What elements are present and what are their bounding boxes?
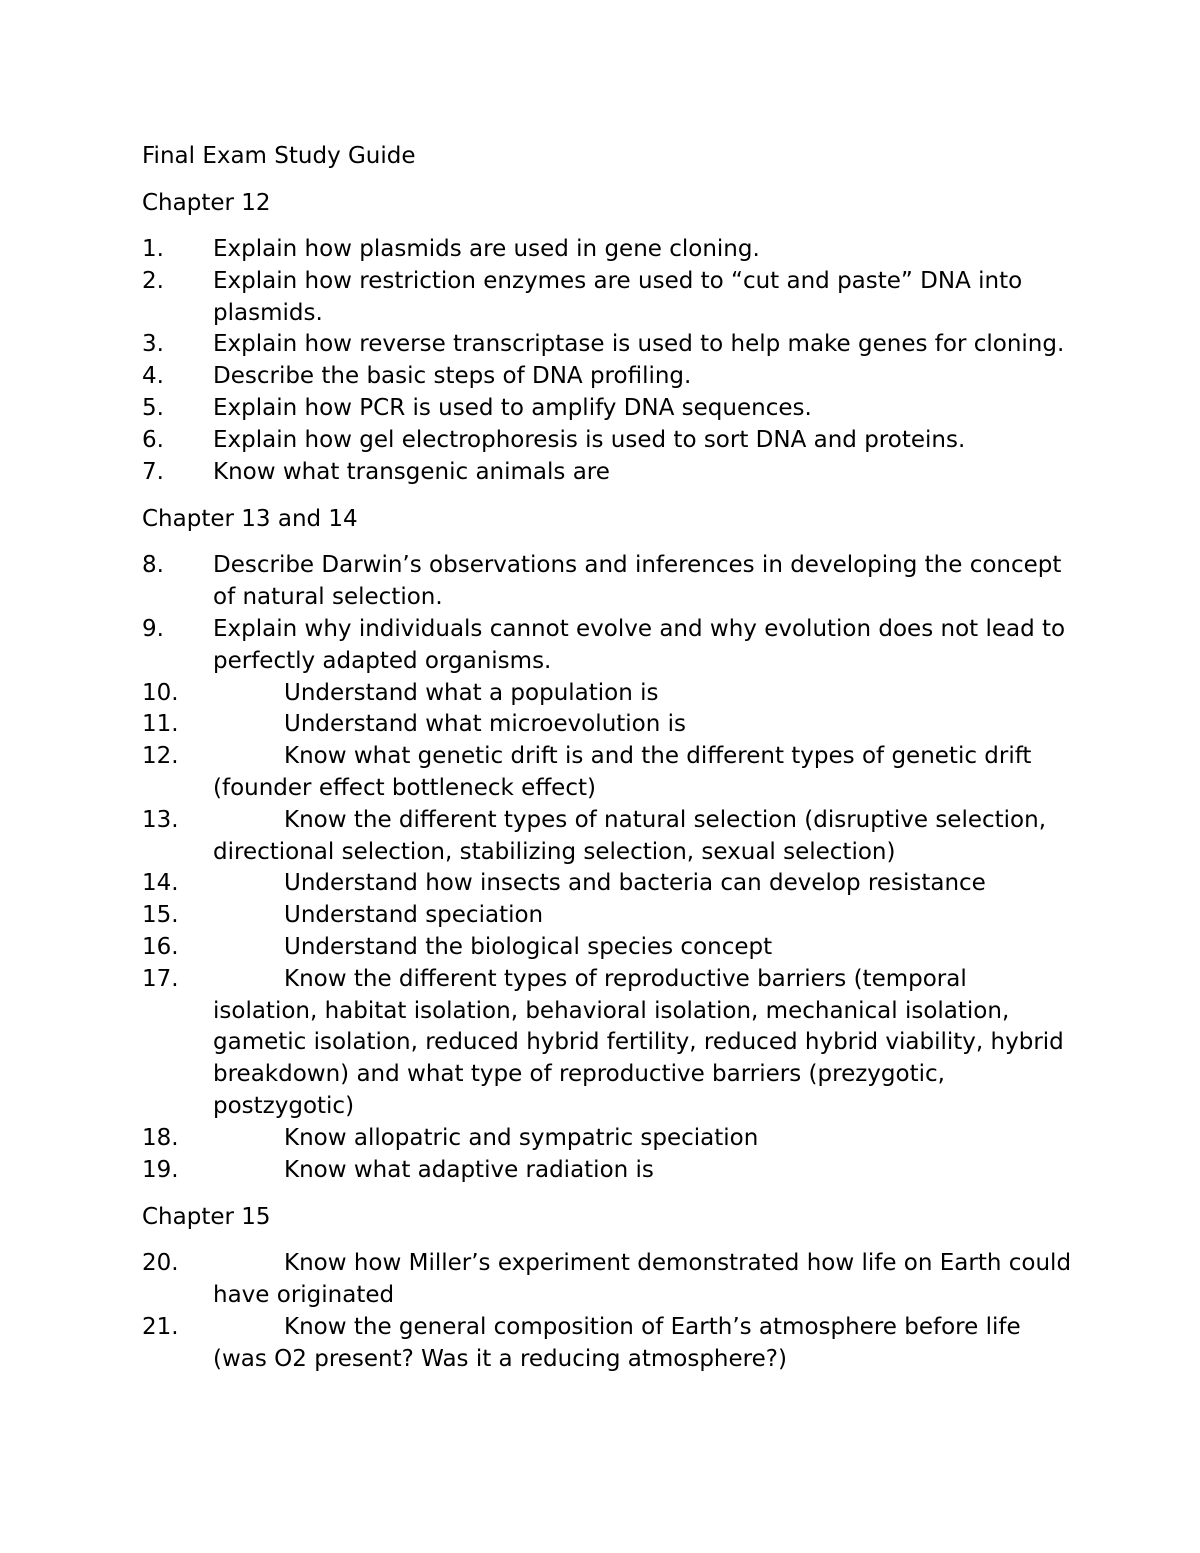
list-item: [142, 900, 1072, 932]
section-chapter-15: [142, 1201, 1072, 1375]
list-item: [142, 741, 1072, 805]
item-text: Explain how PCR is used to amplify DNA sequences.: [213, 394, 812, 421]
item-text: Explain how gel electrophoresis is used to sort DNA and proteins.: [213, 426, 966, 453]
item-number: 21.: [142, 1313, 179, 1340]
item-number: 5.: [142, 394, 164, 421]
item-number: 12.: [142, 743, 179, 770]
item-number: 15.: [142, 902, 179, 929]
section-heading: Chapter 12: [142, 190, 271, 216]
item-number: 10.: [142, 679, 179, 706]
item-text: Understand speciation: [284, 902, 544, 929]
list-item: [142, 964, 1072, 1123]
item-number: 1.: [142, 236, 164, 262]
item-text: Know what genetic drift is and the different types of genetic drift (founder effect bottleneck effect): [213, 743, 1032, 801]
item-number: 6.: [142, 426, 164, 453]
list-item: [142, 1312, 1072, 1376]
item-text: Know the general composition of Earth’s atmosphere before life (was O2 present? Was it a reducing atmosphere?): [213, 1313, 1021, 1372]
item-number: 11.: [142, 711, 179, 738]
item-text: Know how Miller’s experiment demonstrated how life on Earth could have originated: [213, 1250, 1072, 1309]
list-item: [142, 329, 1072, 361]
item-text: Understand what microevolution is: [284, 711, 687, 738]
item-text: Know the different types of reproductive barriers (temporal isolation, habitat isolation, behavioral isolation, mechanical isolation, gametic isolation, reduced hybrid fertility, reduced hybrid viability, hybrid breakdown) and what type of reproductive barriers (prezygotic, postzygotic): [213, 965, 1064, 1119]
question-list: [142, 234, 1072, 488]
list-item: [142, 709, 1072, 741]
item-text: Know the different types of natural selection (disruptive selection, directional selection, stabilizing selection, sexual selection): [213, 806, 1047, 865]
item-text: Understand how insects and bacteria can develop resistance: [284, 870, 986, 897]
item-number: 20.: [142, 1250, 179, 1277]
item-number: 14.: [142, 870, 179, 897]
item-text: Know what adaptive radiation is: [284, 1156, 654, 1183]
item-text: Know allopatric and sympatric speciation: [284, 1124, 759, 1151]
item-number: 9.: [142, 615, 164, 642]
item-number: 2.: [142, 267, 164, 294]
section-heading: Chapter 15: [142, 1204, 271, 1231]
list-item: [142, 361, 1072, 393]
list-item: [142, 234, 1072, 266]
list-item: [142, 678, 1072, 710]
list-item: [142, 805, 1072, 869]
list-item: [142, 266, 1072, 330]
item-text: Understand the biological species concept: [284, 933, 773, 960]
question-list: [142, 550, 1072, 1186]
item-number: 8.: [142, 552, 164, 579]
list-item: [142, 1248, 1072, 1312]
list-item: [142, 550, 1072, 614]
item-text: Describe the basic steps of DNA profiling.: [213, 363, 692, 390]
list-item: [142, 1155, 1072, 1187]
item-text: Explain why individuals cannot evolve and why evolution does not lead to perfectly adapted organisms.: [213, 615, 1066, 674]
item-number: 19.: [142, 1156, 179, 1183]
item-text: Describe Darwin’s observations and inferences in developing the concept of natural selection.: [213, 552, 1062, 611]
item-text: Explain how plasmids are used in gene cloning.: [213, 236, 760, 262]
item-number: 13.: [142, 806, 179, 833]
list-item: [142, 457, 1072, 489]
list-item: [142, 1123, 1072, 1155]
item-number: 18.: [142, 1124, 179, 1151]
item-number: 17.: [142, 965, 179, 992]
section-chapter-12: [142, 187, 1072, 488]
list-item: [142, 393, 1072, 425]
list-item: [142, 868, 1072, 900]
item-text: Know what transgenic animals are: [213, 458, 610, 485]
item-number: 3.: [142, 331, 164, 358]
document-page: [142, 140, 1072, 1376]
item-number: 4.: [142, 363, 164, 390]
section-heading: Chapter 13 and 14: [142, 506, 358, 533]
item-number: 16.: [142, 933, 179, 960]
list-item: [142, 425, 1072, 457]
list-item: [142, 614, 1072, 678]
page-title: Final Exam Study Guide: [142, 143, 416, 169]
question-list: [142, 1248, 1072, 1375]
section-chapter-13-14: [142, 503, 1072, 1186]
item-text: Explain how reverse transcriptase is used to help make genes for cloning.: [213, 331, 1065, 358]
item-number: 7.: [142, 458, 164, 485]
item-text: Understand what a population is: [284, 679, 659, 706]
item-text: Explain how restriction enzymes are used to “cut and paste” DNA into plasmids.: [213, 267, 1023, 326]
list-item: [142, 932, 1072, 964]
